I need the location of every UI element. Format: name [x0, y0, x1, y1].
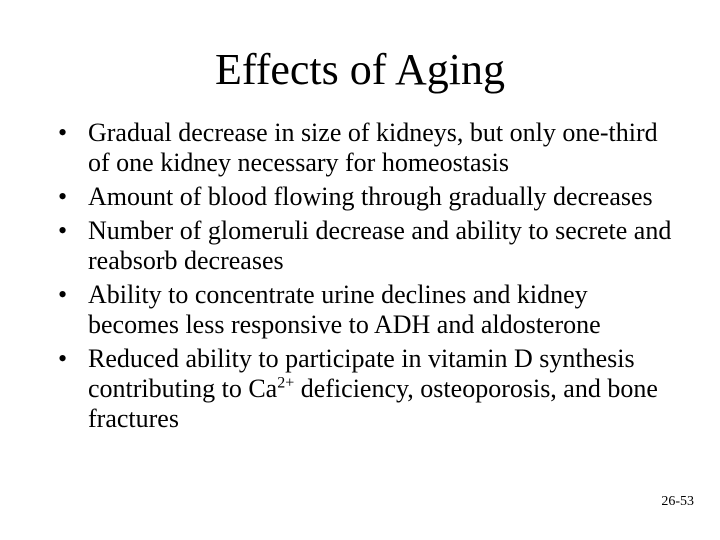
bullet-marker: • [58, 344, 68, 373]
bullet-marker: • [58, 182, 68, 211]
slide-page-number: 26-53 [661, 494, 694, 509]
bullet-marker: • [58, 280, 68, 309]
bullet-text-part: Reduced ability to participate in vitamin D synthesis contributing to Ca [88, 344, 635, 403]
slide-title: Effects of Aging [214, 45, 506, 94]
bullet-marker: • [58, 118, 68, 147]
calcium-charge-superscript: 2+ [277, 374, 295, 392]
bullet-item-urine-concentration [54, 280, 674, 340]
bullet-item-kidney-size [54, 118, 674, 178]
bullet-text: Gradual decrease in size of kidneys, but only one-third of one kidney necessary for homeostasis [88, 118, 658, 177]
bullet-text: Amount of blood flowing through gradually decreases [88, 182, 653, 211]
bullet-marker: • [58, 216, 68, 245]
bullet-text-part: deficiency, osteoporosis, and bone fractures [88, 374, 658, 433]
bullet-item-vitamin-d [54, 344, 674, 434]
bullet-list [54, 118, 674, 438]
bullet-item-glomeruli [54, 216, 674, 276]
bullet-text: Number of glomeruli decrease and ability to secrete and reabsorb decreases [88, 216, 672, 275]
bullet-text: Ability to concentrate urine declines and kidney becomes less responsive to ADH and aldosterone [88, 280, 601, 339]
bullet-text [88, 344, 658, 433]
bullet-item-blood-flow [54, 182, 674, 212]
